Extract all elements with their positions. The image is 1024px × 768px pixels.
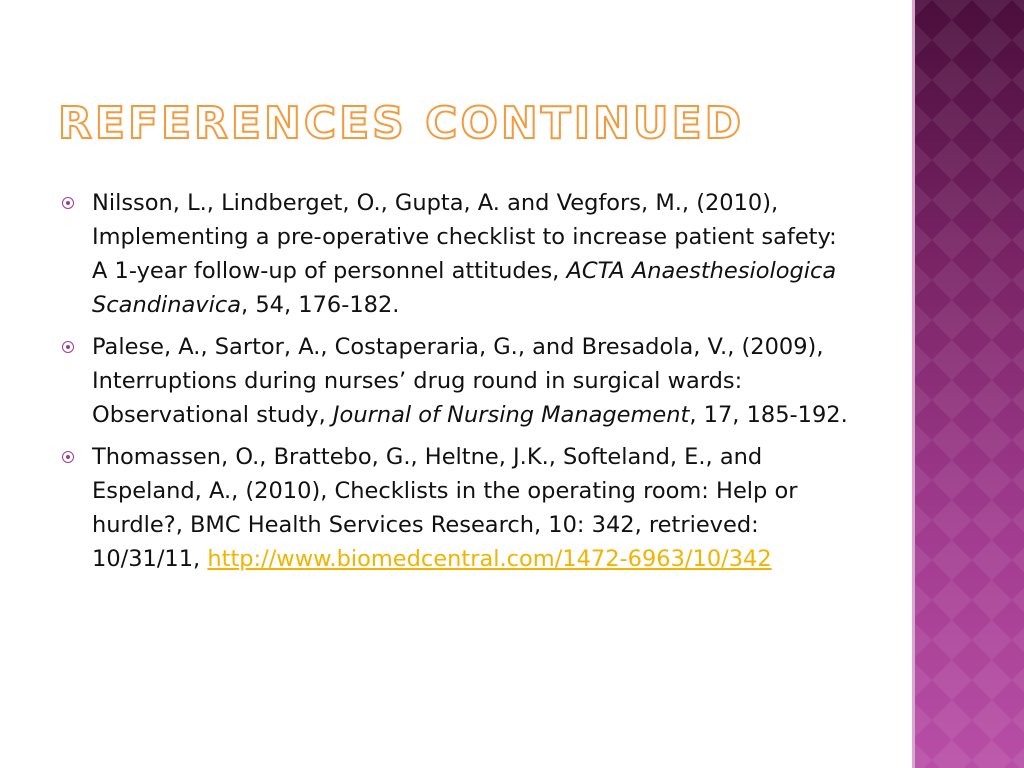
reference-link[interactable]: http://www.biomedcentral.com/1472-6963/10/342: [207, 546, 772, 572]
reference-item: [60, 186, 850, 322]
reference-journal: ACTA Anaesthesiologica Scandinavica: [92, 258, 837, 318]
circled-dot-bullet-icon: [62, 197, 74, 209]
reference-item: [60, 440, 850, 576]
reference-text: Palese, A., Sartor, A., Costaperaria, G., and Bresadola, V., (2009), Interruptions during nurses’ drug round in surgical wards: Observational study,: [92, 334, 824, 428]
circled-dot-bullet-icon: [62, 451, 74, 463]
diamond-pattern: [912, 0, 1024, 768]
reference-item: [60, 330, 850, 432]
reference-tail: , 17, 185-192.: [689, 402, 848, 428]
reference-text: Thomassen, O., Brattebo, G., Heltne, J.K., Softeland, E., and Espeland, A., (2010), Checklists in the operating room: Help or hurdle?, BMC Health Services Research, 10: 342, retrieved: 10/31/11,: [92, 444, 798, 572]
side-band-edge: [912, 0, 915, 768]
slide-title: REFERENCES CONTINUED: [58, 98, 745, 149]
reference-journal: Journal of Nursing Management: [332, 402, 690, 428]
decorative-side-band: [912, 0, 1024, 768]
circled-dot-bullet-icon: [62, 341, 74, 353]
reference-list: [60, 186, 850, 584]
reference-tail: , 54, 176-182.: [241, 292, 400, 318]
reference-text: Nilsson, L., Lindberget, O., Gupta, A. and Vegfors, M., (2010), Implementing a pre-operative checklist to increase patient safety: A 1-year follow-up of personnel attitudes,: [92, 190, 837, 284]
